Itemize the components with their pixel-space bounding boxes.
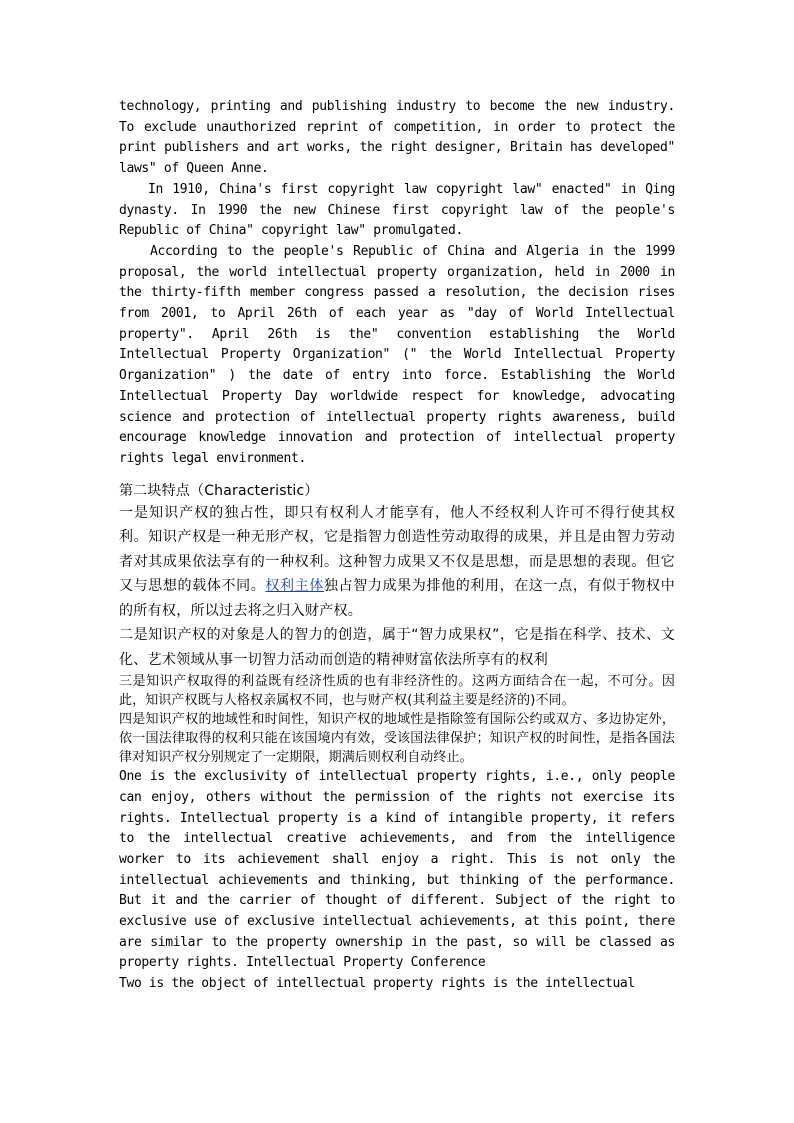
paragraph-world-ip-day: According to the people's Republic of China and Algeria in the 1999 proposal, the world intellectual property organization, held in 2000 in the thirty-fifth member congress passed a resolution, the decision rises from 2001, to April 26th of each year as "day of World Intellectual property". April 26th is the" convention establishing the World Intellectual Property Organization" (" the World Intellectual Property Organization" ) the date of entry into force. Establishing the World Intellectual Property Day worldwide respect for knowledge, advocating science and protection of intellectual property rights awareness, build encourage knowledge innovation and protection of intellectual property rights legal environment. — [119, 243, 675, 466]
zh-point-territoriality: 四是知识产权的地域性和时间性，知识产权的地域性是指除签有国际公约或双方、多边协定外，依一国法律取得的权利只能在该国境内有效，受该国法律保护；知识产权的时间性，是指各国法律对知识产权分别规定了一定期限，期满后则权利自动终止。 — [119, 712, 675, 766]
section-heading-characteristic: 第二块特点（Characteristic） — [119, 482, 319, 499]
zh-point-interests: 三是知识产权取得的利益既有经济性质的也有非经济性的。这两方面结合在一起，不可分。因此，知识产权既与人格权亲属权不同，也与财产权(其利益主要是经济的)不同。 — [119, 674, 675, 709]
zh-point-exclusivity-text-a: 一是知识产权的独占性，即只有权利人才能享有，他人不经权利人许可不得行使其权利。知识产权是一种无形产权，它是指智力创造性劳动取得的成果，并且是由智力劳动者对其成果依法享有的一种权利。这种智力成果又不仅是思想，而是思想的表现。但它又与思想的载体不同。 — [119, 504, 675, 595]
zh-point-exclusivity — [119, 501, 675, 624]
paragraph-china-copyright-history: In 1910, China's first copyright law copyright law" enacted" in Qing dynasty. In 1990 the new Chinese first copyright law of the people's Republic of China" copyright law" promulgated. — [119, 181, 675, 239]
zh-point-object: 二是知识产权的对象是人的智力的创造，属于“智力成果权”，它是指在科学、技术、文化、艺术领域从事一切智力活动而创造的精神财富依法所享有的权利 — [119, 627, 675, 668]
en-point-object-start: Two is the object of intellectual property rights is the intellectual — [119, 976, 635, 992]
rights-subject-link[interactable]: 权利主体 — [265, 578, 324, 595]
en-point-exclusivity: One is the exclusivity of intellectual property rights, i.e., only people can enjoy, others without the permission of the rights not exercise its rights. Intellectual property is a kind of intangible property, it refers to the intellectual creative achievements, and from the intelligence worker to its achievement shall enjoy a right. This is not only the intellectual achievements and thinking, but thinking of the performance. But it and the carrier of thought of different. Subject of the right to exclusive use of exclusive intellectual achievements, at this point, there are similar to the property ownership in the past, so will be classed as property rights. Intellectual Property Conference — [119, 769, 675, 971]
paragraph-queen-anne: technology, printing and publishing industry to become the new industry. To exclude unauthorized reprint of competition, in order to protect the print publishers and art works, the right designer, Britain has developed" laws" of Queen Anne. — [119, 99, 675, 177]
zh-point-exclusivity-text-b: 独占智力成果为排他的利用，在这一点，有似于物权中的所有权，所以过去将之归入财产权。 — [119, 578, 675, 619]
document-page — [119, 97, 675, 995]
